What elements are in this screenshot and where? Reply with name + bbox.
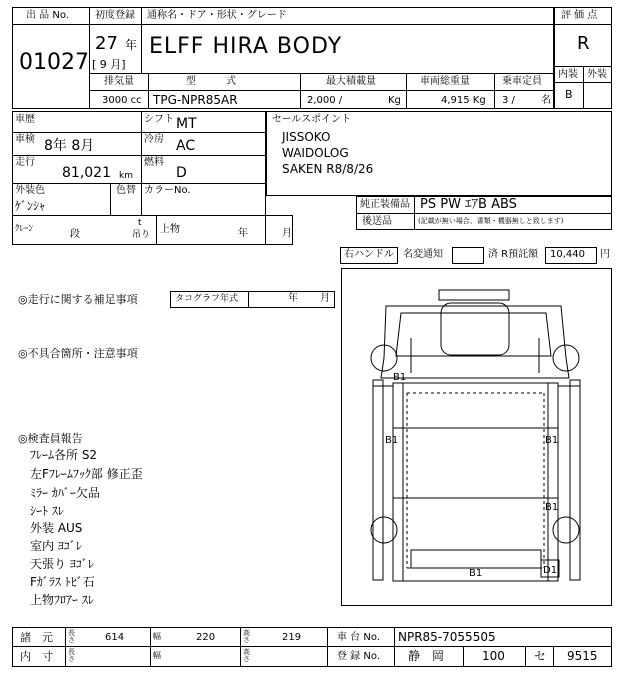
plate-number: 9515: [567, 649, 598, 663]
diagram-mark: D1: [543, 565, 558, 576]
inspector-line: 上物ﾌﾛｱｰ ｽﾚ: [30, 593, 94, 607]
mileage-label: 走行: [15, 157, 35, 168]
defect-notes-label: ◎不具合箇所・注意事項: [18, 347, 138, 360]
length-label-2: 長さ: [68, 648, 75, 663]
equipment-value: PS PW ｴｱB ABS: [420, 197, 517, 212]
shift-value: MT: [176, 116, 197, 132]
mileage-value: 81,021: [62, 165, 111, 181]
sales-point-3: SAKEN R8/8/26: [282, 162, 374, 176]
exterior-label: 外装: [587, 69, 607, 80]
upper-label: 上物: [160, 224, 180, 235]
capacity-label: 乗車定員: [502, 76, 542, 87]
interior-dims-label: 内 寸: [20, 650, 53, 663]
rating-value: R: [577, 33, 590, 54]
equipment-label: 純正装備品: [360, 199, 410, 210]
inspector-line: 左Fﾌﾚｰﾑﾌｯｸ部 修正歪: [30, 467, 143, 481]
capacity-value: 3 /: [502, 95, 515, 106]
inspector-line: 外装 AUS: [30, 521, 83, 535]
chassis-value: NPR85-7055505: [398, 630, 496, 644]
ac-label: 冷房: [144, 134, 164, 145]
inspector-line: 天張り ﾖｺﾞﾚ: [30, 557, 94, 571]
driving-notes-label: ◎走行に関する補足事項: [18, 293, 138, 306]
fuel-label: 燃料: [144, 157, 164, 168]
reg-year-unit: 年: [125, 38, 138, 52]
docs-label: 後送品: [362, 216, 392, 227]
sales-points-label: セールスポイント: [272, 114, 352, 125]
footer-box: [12, 627, 612, 667]
first-reg-label: 初度登録: [95, 10, 135, 21]
max-load-label: 最大積載量: [326, 76, 376, 87]
displacement-label: 排気量: [104, 76, 134, 87]
specs-label: 諸 元: [20, 631, 53, 644]
diagram-mark: B1: [469, 568, 483, 579]
tacho-month: 月: [320, 293, 330, 304]
rating-label: 評 価 点: [561, 10, 598, 21]
height-value: 219: [282, 632, 302, 643]
plate-region: 静 岡: [408, 649, 445, 663]
model-value: TPG-NPR85AR: [153, 93, 238, 107]
fuel-value: D: [176, 165, 187, 181]
upper-month: 月: [282, 228, 292, 239]
tacho-year: 年: [288, 293, 298, 304]
width-label-2: 幅: [153, 651, 161, 660]
length-value: 614: [105, 632, 125, 643]
capacity-unit: 名: [541, 95, 551, 106]
inspector-report-label: ◎検査員報告: [18, 432, 83, 445]
inspector-line: ｼｰﾄ ｽﾚ: [30, 504, 64, 518]
lot-label: 出 品 No.: [26, 10, 69, 21]
recycle-unit: 円: [600, 249, 610, 260]
lot-number: 01027: [19, 50, 89, 75]
car-name: ELFF HIRA BODY: [149, 34, 343, 59]
tacho-label: タコグラフ年式: [175, 294, 239, 304]
inspection-value: 8年 8月: [44, 138, 95, 154]
crane-stage: 段: [70, 229, 80, 240]
max-load-value: 2,000 /: [307, 95, 343, 106]
max-load-unit: Kg: [388, 95, 401, 106]
docs-note: (記載が無い場合、書類・機器無しと致します): [418, 217, 564, 225]
exterior-color-value: ｹﾞﾝｼｬ: [15, 199, 46, 213]
diagram-mark: B1: [545, 435, 559, 446]
color-no-label: カラーNo.: [144, 185, 191, 196]
mileage-unit: km: [119, 171, 133, 181]
name-change-box: [452, 247, 484, 264]
shift-label: シフト: [144, 114, 174, 125]
color-change-label: 色替: [116, 185, 136, 196]
gross-weight-value: 4,915 Kg: [441, 95, 486, 106]
steering-value: 右ハンドル: [344, 249, 394, 260]
inspector-line: Fｶﾞﾗｽ ﾄﾋﾞ石: [30, 575, 95, 589]
diagram-mark: B1: [545, 502, 559, 513]
height-label-2: 高さ: [243, 648, 250, 663]
chassis-label: 車 台 No.: [337, 632, 380, 643]
inspector-line: 室内 ﾖｺﾞﾚ: [30, 539, 82, 553]
ac-value: AC: [176, 138, 196, 154]
interior-grade: B: [565, 88, 573, 101]
diagram-mark: B1: [393, 372, 407, 383]
reg-year: 27: [95, 33, 118, 54]
diagram-mark: B1: [385, 435, 399, 446]
displacement-value: 3000 cc: [102, 95, 142, 106]
reg-month: [ 9 月]: [92, 58, 126, 71]
history-label: 車歴: [15, 114, 35, 125]
inspection-label: 車検: [15, 134, 35, 145]
length-label: 長さ: [68, 629, 75, 644]
width-value: 220: [196, 632, 216, 643]
inspector-line: ﾐﾗｰ ｶﾊﾞｰ欠品: [30, 486, 100, 500]
sales-point-1: JISSOKO: [282, 130, 331, 144]
name-label: 通称名・ドア・形状・グレード: [147, 10, 287, 21]
plate-class: 100: [482, 649, 505, 663]
plate-label: 登 録 No.: [337, 651, 380, 662]
crane-ton: 吊り: [132, 230, 151, 240]
plate-kana: セ: [534, 649, 547, 663]
gross-weight-label: 車両総重量: [420, 76, 470, 87]
upper-year: 年: [238, 228, 248, 239]
recycle-label: 済 R預託額: [488, 249, 539, 260]
height-label: 高さ: [243, 629, 250, 644]
name-change-label: 名変通知: [403, 249, 443, 260]
exterior-color-label: 外装色: [15, 185, 45, 196]
crane-ton-top: t: [138, 218, 142, 228]
sales-point-2: WAIDOLOG: [282, 146, 349, 160]
model-label: 型 式: [186, 76, 236, 87]
truck-diagram: [341, 268, 612, 606]
interior-label: 内装: [558, 69, 578, 80]
width-label: 幅: [153, 632, 161, 641]
inspector-line: ﾌﾚｰﾑ各所 S2: [30, 448, 98, 462]
crane-label: ｸﾚｰﾝ: [15, 224, 34, 234]
recycle-amount: 10,440: [550, 249, 585, 260]
